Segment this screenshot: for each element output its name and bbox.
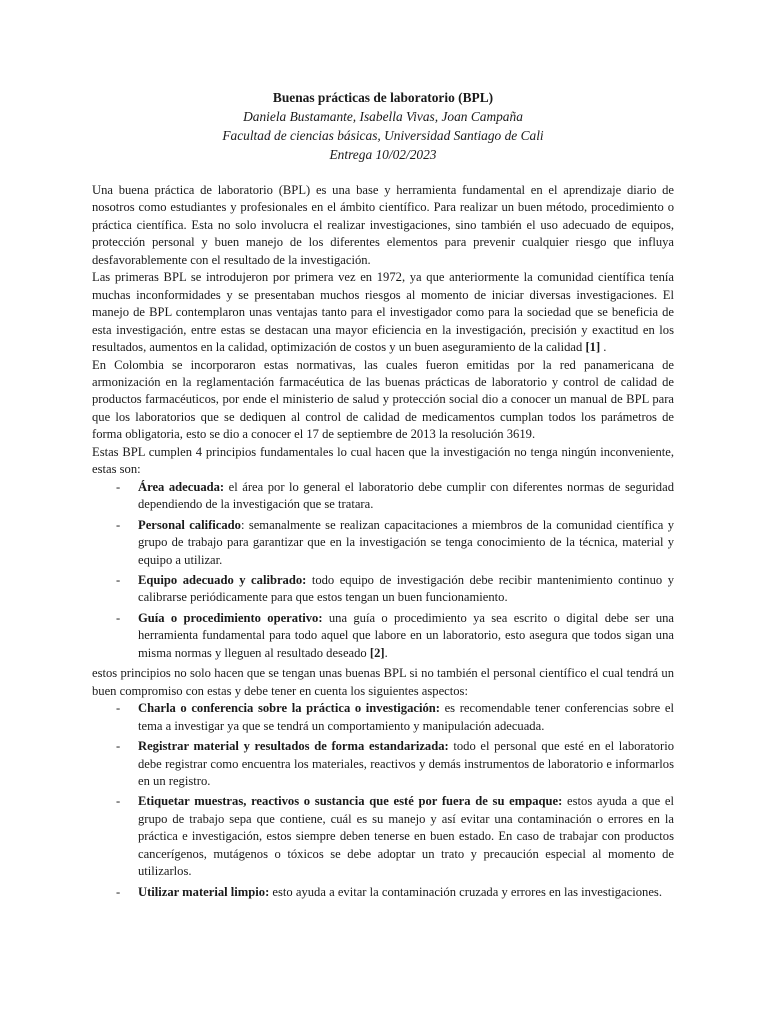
list-item-term: Registrar material y resultados de forma estandarizada: [138,739,449,754]
authors: Daniela Bustamante, Isabella Vivas, Joan Campaña [243,109,523,124]
paragraph-aspects-intro: estos principios no solo hacen que se tengan unas buenas BPL si no también el personal científico el cual tendrá un buen compromiso con estas y debe tener en cuenta los siguientes aspectos: [92,666,674,698]
list-item [138,884,674,901]
paragraph-intro: Una buena práctica de laboratorio (BPL) es una base y herramienta fundamental en el aprendizaje diario de nosotros como estudiantes y profesionales en el ámbito científico. Para realizar un buen método, procedimiento o práctica científica. Esta no solo involucra el realizar investigaciones, sino también el uso adecuado de equipos, protección personal y buen manejo de los diferentes elementos para prevenir cualquier riesgo que influya desfavorablemente con el resultado de la investigación. [92,183,674,267]
list-item [138,517,674,569]
list-item-end: . [384,645,388,660]
list-item [138,700,674,735]
list-item-term: Área adecuada: [138,479,225,494]
list-item [138,738,674,790]
paragraph-colombia: En Colombia se incorporaron estas normativas, las cuales fueron emitidas por la red panamericana de armonización en la reglamentación farmacéutica de las buenas prácticas de laboratorio y control de calidad de productos farmacéuticos, por ende el ministerio de salud y protección social dio a conocer un manual de BPL para que los laboratorios que se dediquen al control de calidad de medicamentos cumplan todos los parámetros de forma obligatoria, esto se dio a conocer el 17 de septiembre de 2013 la resolución 3619. [92,357,674,442]
list-item-text: : semanalmente se realizan capacitaciones a miembros de la comunidad científica y grupo de trabajo para garantizar que en la investigación se tenga conocimiento de la técnica, material y equipo a utilizar. [138,517,674,567]
list-item-text: todo equipo de investigación debe recibir mantenimiento continuo y calibrarse periódicamente para que estos tengan un buen funcionamiento. [138,572,674,605]
list-item-text: el área por lo general el laboratorio debe cumplir con diferentes normas de seguridad dependiendo de la investigación que se tratara. [138,479,674,512]
list-item-term: Personal calificado [138,517,241,532]
list-item-text: una guía o procedimiento ya sea escrito o digital debe ser una herramienta fundamental para todo aquel que labore en un laboratorio, esto asegura que todos sigan una misma normas y lleguen al resultado deseado [138,610,674,660]
list-item [138,793,674,880]
list-item-term: Guía o procedimiento operativo: [138,610,323,625]
list-item-text: esto ayuda a evitar la contaminación cruzada y errores en las investigaciones. [269,884,662,899]
list-item-term: Utilizar material limpio: [138,884,270,899]
citation-1: [1] [585,340,601,355]
list-item-text: estos ayuda a que el grupo de trabajo sepa que contiene, cuál es su manejo y así evitar una contaminación o errores en la práctica e investigación, estos siempre deben tenerse en buen estado. En caso de trabajar con productos cancerígenos, mutágenos o tóxicos se debe adoptar un trato y precaución especial al momento de utilizarlos. [138,794,674,879]
list-item-text: todo el personal que esté en el laboratorio debe registrar como encuentra los materiales, reactivos y demás instrumentos de laboratorio e informarlos en un registro. [138,739,675,788]
citation-2: [2] [369,645,385,660]
title-block [92,88,674,164]
list-item-term: Etiquetar muestras, reactivos o sustancia que esté por fuera de su empaque: [138,794,563,809]
list-item [138,610,674,662]
list-item [138,479,674,514]
submission-date: Entrega 10/02/2023 [329,147,437,162]
list-item [138,572,674,607]
aspects-list [92,700,674,901]
document-body [92,182,674,901]
paragraph-history-end: . [600,340,607,355]
paragraph-history [92,269,674,356]
list-item-text: es recomendable tener conferencias sobre el tema a investigar ya que se tendrá un comportamiento y manipulación adecuada. [138,701,674,733]
document-title: Buenas prácticas de laboratorio (BPL) [272,90,494,105]
list-item-term: Equipo adecuado y calibrado: [138,572,307,587]
paragraph-history-text: Las primeras BPL se introdujeron por primera vez en 1972, ya que anteriormente la comunidad científica tenía muchas inconformidades y se presentaban muchos riesgos al momento de iniciar diversas investigaciones. El manejo de BPL contemplaron unas ventajas tanto para el investigador como para la sociedad que se beneficia de esta investigación, entre estas se destacan una mayor eficiencia en la investigación, precisión y exactitud en los resultados, aumentos en la calidad, optimización de costos y un buen aseguramiento de la calidad [92,270,674,355]
affiliation: Facultad de ciencias básicas, Universidad Santiago de Cali [222,128,544,143]
paragraph-principles-intro: Estas BPL cumplen 4 principios fundamentales lo cual hacen que la investigación no tenga ningún inconveniente, estas son: [92,444,674,477]
list-item-term: Charla o conferencia sobre la práctica o investigación: [138,701,440,716]
principles-list [92,479,674,663]
